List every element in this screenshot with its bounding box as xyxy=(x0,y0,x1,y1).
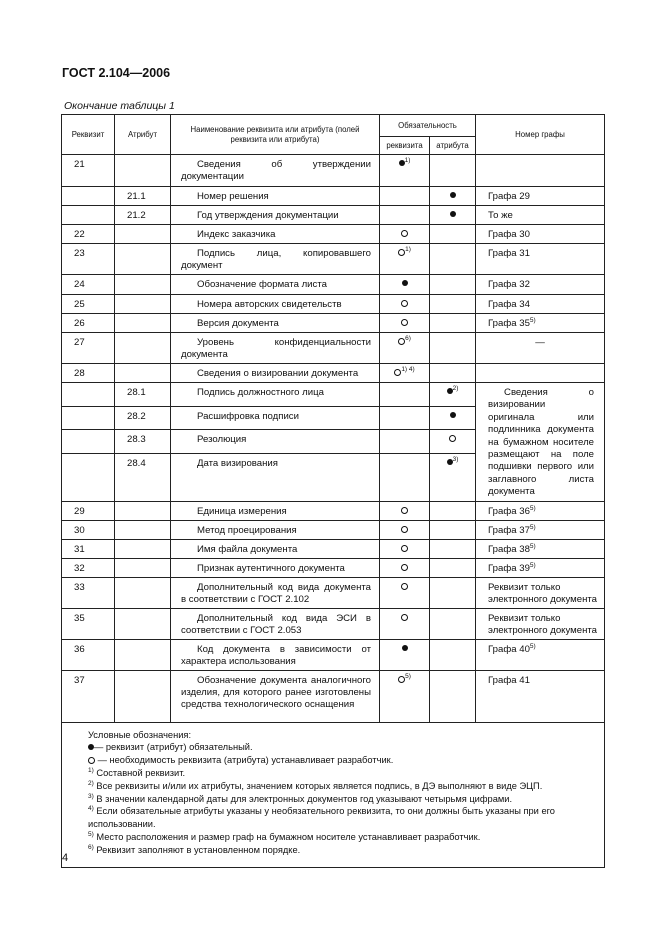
header-obyaz-attr: атрибута xyxy=(430,137,476,155)
footnote-ref: 5) xyxy=(529,504,536,512)
filled-dot-icon xyxy=(402,280,408,286)
cell-obyaz-attr xyxy=(430,454,476,502)
grafa-merged-text: Сведения о визировании оригинала или подлинника документа на бумажном носителе размещают на поле подшивки первого или заглавного листа документа xyxy=(488,387,595,498)
footnote-text: Место расположения и размер граф на бумажном носителе устанавливает разработчик. xyxy=(96,832,481,843)
cell-obyaz-rek xyxy=(380,187,430,206)
cell-atribut xyxy=(115,364,171,383)
footnote-ref: 1) xyxy=(405,246,411,253)
cell-atribut xyxy=(115,520,171,539)
cell-atribut xyxy=(115,314,171,333)
cell-obyaz-attr xyxy=(430,670,476,722)
table-row xyxy=(62,520,605,539)
name-text: Индекс заказчика xyxy=(197,229,276,240)
name-text: Дата визирования xyxy=(197,458,278,470)
cell-grafa xyxy=(476,295,605,314)
legend-note xyxy=(88,831,594,844)
cell-obyaz-rek xyxy=(380,501,430,520)
grafa-text: Графа 39 xyxy=(488,562,530,574)
legend-filled-text: — реквизит (атрибут) обязательный. xyxy=(94,742,253,753)
cell-obyaz-rek xyxy=(380,206,430,225)
grafa-text: Графа 38 xyxy=(488,543,530,555)
cell-grafa xyxy=(476,639,605,670)
name-text: Версия документа xyxy=(197,318,279,329)
table-row xyxy=(62,244,605,275)
cell-obyaz-attr xyxy=(430,520,476,539)
filled-dot-icon xyxy=(450,412,456,418)
name-text: Номер решения xyxy=(197,191,269,202)
empty-circle-icon xyxy=(401,614,408,621)
empty-circle-icon xyxy=(401,300,408,307)
cell-atribut xyxy=(115,558,171,577)
empty-circle-icon xyxy=(449,435,456,442)
cell-name xyxy=(171,430,380,454)
cell-obyaz-attr xyxy=(430,364,476,383)
footnote-number: 1) xyxy=(88,767,94,775)
footnote-number: 2) xyxy=(88,779,94,787)
cell-name xyxy=(171,206,380,225)
footnote-ref: 5) xyxy=(529,642,536,650)
cell-atribut xyxy=(115,155,171,187)
footnote-text: В значении календарной даты для электронных документов год указывают четырьмя цифрами. xyxy=(96,793,513,804)
table-row xyxy=(62,639,605,670)
table-row xyxy=(62,187,605,206)
footnote-text: Составной реквизит. xyxy=(96,768,186,779)
cell-obyaz-attr xyxy=(430,577,476,608)
legend-notes xyxy=(88,767,594,857)
name-text: Уровень конфиденциальности документа xyxy=(181,337,371,360)
cell-name xyxy=(171,364,380,383)
cell-atribut: 21.1 xyxy=(115,187,171,206)
cell-obyaz-rek xyxy=(380,558,430,577)
cell-obyaz-rek xyxy=(380,295,430,314)
legend-note xyxy=(88,805,594,831)
legend-filled xyxy=(88,741,594,754)
table-row xyxy=(62,155,605,187)
cell-obyaz-rek xyxy=(380,275,430,295)
cell-obyaz-rek xyxy=(380,639,430,670)
name-text: Номера авторских свидетельств xyxy=(197,299,342,310)
cell-obyaz-attr xyxy=(430,608,476,639)
table-row xyxy=(62,670,605,722)
grafa-text: — xyxy=(535,337,545,348)
cell-rekvizit xyxy=(62,454,115,502)
footnote-ref: 5) xyxy=(529,523,536,531)
cell-obyaz-attr xyxy=(430,558,476,577)
name-text: Единица измерения xyxy=(197,505,287,517)
table-row xyxy=(62,314,605,333)
legend-note xyxy=(88,844,594,857)
cell-obyaz-attr xyxy=(430,314,476,333)
cell-rekvizit: 26 xyxy=(62,314,115,333)
name-text: Метод проецирования xyxy=(197,524,297,536)
name-text: Год утверждения документации xyxy=(197,210,339,221)
cell-obyaz-attr xyxy=(430,275,476,295)
cell-obyaz-attr xyxy=(430,430,476,454)
cell-name xyxy=(171,539,380,558)
cell-name xyxy=(171,155,380,187)
name-text: Сведения о визировании документа xyxy=(197,368,359,379)
cell-grafa xyxy=(476,333,605,364)
footnote-number: 6) xyxy=(88,843,94,851)
table-row xyxy=(62,577,605,608)
cell-atribut xyxy=(115,639,171,670)
footnote-text: Реквизит заполняют в установленном порядке. xyxy=(96,844,301,855)
table-row xyxy=(62,539,605,558)
cell-obyaz-attr xyxy=(430,206,476,225)
footnote-number: 3) xyxy=(88,792,94,800)
cell-grafa xyxy=(476,577,605,608)
grafa-text: Графа 37 xyxy=(488,524,530,536)
cell-rekvizit xyxy=(62,187,115,206)
grafa-text: Реквизит только электронного документа xyxy=(488,612,598,636)
cell-name xyxy=(171,558,380,577)
table-row xyxy=(62,295,605,314)
cell-name xyxy=(171,187,380,206)
cell-name xyxy=(171,454,380,502)
footnote-ref: 6) xyxy=(405,335,411,342)
cell-obyaz-attr xyxy=(430,225,476,244)
empty-circle-icon xyxy=(88,757,95,764)
cell-rekvizit: 28 xyxy=(62,364,115,383)
cell-atribut xyxy=(115,225,171,244)
footnote-ref: 2) xyxy=(452,385,459,392)
cell-obyaz-attr xyxy=(430,155,476,187)
name-text: Сведения об утверждении документации xyxy=(181,159,371,182)
cell-atribut xyxy=(115,577,171,608)
footnote-ref: 1) 4) xyxy=(401,366,415,373)
legend-note xyxy=(88,780,594,793)
header-obyaz-rek: реквизита xyxy=(380,137,430,155)
cell-rekvizit xyxy=(62,383,115,407)
table-row xyxy=(62,364,605,383)
cell-rekvizit: 24 xyxy=(62,275,115,295)
cell-atribut: 28.1 xyxy=(115,383,171,407)
cell-name xyxy=(171,295,380,314)
cell-rekvizit xyxy=(62,406,115,430)
empty-circle-icon xyxy=(401,319,408,326)
cell-obyaz-attr xyxy=(430,187,476,206)
cell-grafa xyxy=(476,558,605,577)
table-row xyxy=(62,275,605,295)
grafa-text: Графа 40 xyxy=(488,643,530,655)
cell-name xyxy=(171,383,380,407)
cell-obyaz-attr xyxy=(430,406,476,430)
cell-rekvizit: 31 xyxy=(62,539,115,558)
header-obyazatelnost: Обязательность xyxy=(380,115,476,137)
grafa-text: Графа 35 xyxy=(488,318,530,329)
cell-rekvizit: 25 xyxy=(62,295,115,314)
empty-circle-icon xyxy=(401,583,408,590)
cell-obyaz-attr xyxy=(430,639,476,670)
cell-rekvizit: 22 xyxy=(62,225,115,244)
cell-atribut xyxy=(115,333,171,364)
cell-name xyxy=(171,314,380,333)
filled-dot-icon xyxy=(402,645,408,651)
cell-obyaz-rek xyxy=(380,333,430,364)
table-row xyxy=(62,225,605,244)
footnote-ref: 5) xyxy=(529,561,536,569)
footnote-number: 5) xyxy=(88,831,94,839)
cell-rekvizit: 36 xyxy=(62,639,115,670)
cell-obyaz-attr xyxy=(430,295,476,314)
cell-grafa xyxy=(476,670,605,722)
requisites-table xyxy=(61,114,605,868)
name-text: Имя файла документа xyxy=(197,543,298,555)
legend-empty xyxy=(88,754,594,767)
cell-name xyxy=(171,275,380,295)
cell-rekvizit: 35 xyxy=(62,608,115,639)
name-text: Подпись должностного лица xyxy=(197,387,324,398)
cell-obyaz-rek xyxy=(380,406,430,430)
cell-obyaz-attr xyxy=(430,244,476,275)
cell-obyaz-rek xyxy=(380,314,430,333)
legend-title: Условные обозначения: xyxy=(88,729,192,740)
cell-name xyxy=(171,520,380,539)
table-caption: Окончание таблицы 1 xyxy=(64,100,175,112)
cell-atribut xyxy=(115,670,171,722)
footnote-ref: 5) xyxy=(529,542,536,550)
table-row xyxy=(62,608,605,639)
cell-grafa xyxy=(476,314,605,333)
cell-grafa-merged xyxy=(476,383,605,502)
cell-rekvizit: 32 xyxy=(62,558,115,577)
cell-grafa xyxy=(476,608,605,639)
grafa-text: Графа 41 xyxy=(488,674,530,686)
cell-obyaz-rek xyxy=(380,539,430,558)
filled-dot-icon xyxy=(450,211,456,217)
cell-rekvizit: 37 xyxy=(62,670,115,722)
grafa-text: Графа 29 xyxy=(488,191,530,202)
cell-name xyxy=(171,670,380,722)
cell-grafa xyxy=(476,244,605,275)
cell-atribut xyxy=(115,608,171,639)
name-text: Дополнительный код вида документа в соответствии с ГОСТ 2.102 xyxy=(181,581,371,605)
cell-obyaz-rek xyxy=(380,577,430,608)
cell-obyaz-attr xyxy=(430,333,476,364)
cell-grafa xyxy=(476,520,605,539)
footnote-ref: 5) xyxy=(405,672,411,680)
cell-atribut: 21.2 xyxy=(115,206,171,225)
cell-grafa xyxy=(476,364,605,383)
cell-rekvizit: 29 xyxy=(62,501,115,520)
grafa-text: Графа 36 xyxy=(488,505,530,517)
empty-circle-icon xyxy=(401,545,408,552)
cell-atribut: 28.4 xyxy=(115,454,171,502)
cell-name xyxy=(171,225,380,244)
cell-name xyxy=(171,333,380,364)
cell-rekvizit: 33 xyxy=(62,577,115,608)
cell-obyaz-rek xyxy=(380,364,430,383)
legend xyxy=(62,722,605,867)
cell-name xyxy=(171,639,380,670)
name-text: Резолюция xyxy=(197,434,247,446)
cell-rekvizit xyxy=(62,430,115,454)
cell-name xyxy=(171,406,380,430)
name-text: Обозначение документа аналогичного изделия, для которого ранее изготовлены средства технологического оснащения xyxy=(181,674,371,710)
table-row xyxy=(62,501,605,520)
name-text: Расшифровка подписи xyxy=(197,410,299,422)
cell-obyaz-rek xyxy=(380,225,430,244)
table-row xyxy=(62,558,605,577)
grafa-text: То же xyxy=(488,210,513,221)
table-row xyxy=(62,206,605,225)
empty-circle-icon xyxy=(401,507,408,514)
cell-atribut: 28.2 xyxy=(115,406,171,430)
name-text: Код документа в зависимости от характера использования xyxy=(181,643,371,667)
cell-rekvizit: 27 xyxy=(62,333,115,364)
header-grafa: Номер графы xyxy=(476,115,605,155)
empty-circle-icon xyxy=(401,526,408,533)
table-body xyxy=(62,155,605,723)
cell-grafa xyxy=(476,539,605,558)
footnote-text: Все реквизиты и/или их атрибуты, значением которых является подпись, в ДЭ выполняют в виде ЭЦП. xyxy=(96,780,543,791)
cell-grafa xyxy=(476,206,605,225)
cell-obyaz-attr xyxy=(430,383,476,407)
cell-atribut xyxy=(115,244,171,275)
cell-grafa xyxy=(476,225,605,244)
header-atribut: Атрибут xyxy=(115,115,171,155)
cell-atribut xyxy=(115,501,171,520)
cell-name xyxy=(171,608,380,639)
footnote-text: Если обязательные атрибуты указаны у необязательного реквизита, то они должны быть указаны при его использовании. xyxy=(88,806,555,830)
name-text: Признак аутентичного документа xyxy=(197,562,345,574)
cell-rekvizit: 23 xyxy=(62,244,115,275)
cell-obyaz-rek xyxy=(380,608,430,639)
footnote-number: 4) xyxy=(88,805,94,813)
grafa-text: Графа 32 xyxy=(488,279,530,290)
cell-name xyxy=(171,577,380,608)
cell-atribut: 28.3 xyxy=(115,430,171,454)
cell-atribut xyxy=(115,275,171,295)
cell-grafa xyxy=(476,187,605,206)
grafa-text: Графа 34 xyxy=(488,299,530,310)
document-header: ГОСТ 2.104—2006 xyxy=(62,66,171,80)
cell-obyaz-rek xyxy=(380,670,430,722)
cell-obyaz-rek xyxy=(380,155,430,187)
cell-atribut xyxy=(115,295,171,314)
empty-circle-icon xyxy=(401,230,408,237)
footnote-ref: 3) xyxy=(452,456,459,464)
cell-rekvizit xyxy=(62,206,115,225)
cell-obyaz-rek xyxy=(380,430,430,454)
name-text: Дополнительный код вида ЭСИ в соответствии с ГОСТ 2.053 xyxy=(181,612,371,636)
legend-note xyxy=(88,767,594,780)
cell-obyaz-attr xyxy=(430,539,476,558)
page-number: 4 xyxy=(62,852,69,864)
cell-name xyxy=(171,244,380,275)
empty-circle-icon xyxy=(401,564,408,571)
cell-obyaz-rek xyxy=(380,244,430,275)
cell-obyaz-rek xyxy=(380,520,430,539)
footnote-ref: 1) xyxy=(404,157,411,164)
cell-grafa xyxy=(476,155,605,187)
legend-note xyxy=(88,793,594,806)
header-rekvizit: Реквизит xyxy=(62,115,115,155)
table-row xyxy=(62,383,605,407)
cell-name xyxy=(171,501,380,520)
cell-obyaz-rek xyxy=(380,383,430,407)
table-row xyxy=(62,333,605,364)
cell-rekvizit: 30 xyxy=(62,520,115,539)
footnote-ref: 5) xyxy=(529,317,536,324)
grafa-text: Реквизит только электронного документа xyxy=(488,581,598,605)
filled-dot-icon xyxy=(450,192,456,198)
header-name: Наименование реквизита или атрибута (полей реквизита или атрибута) xyxy=(171,115,380,155)
cell-rekvizit: 21 xyxy=(62,155,115,187)
cell-atribut xyxy=(115,539,171,558)
legend-empty-text: — необходимость реквизита (атрибута) устанавливает разработчик. xyxy=(97,755,394,766)
cell-obyaz-rek xyxy=(380,454,430,502)
grafa-text: Графа 31 xyxy=(488,248,530,259)
cell-grafa xyxy=(476,501,605,520)
grafa-text: Графа 30 xyxy=(488,229,530,240)
name-text: Обозначение формата листа xyxy=(197,279,327,290)
cell-obyaz-attr xyxy=(430,501,476,520)
name-text: Подпись лица, копировавшего документ xyxy=(181,248,371,271)
cell-grafa xyxy=(476,275,605,295)
